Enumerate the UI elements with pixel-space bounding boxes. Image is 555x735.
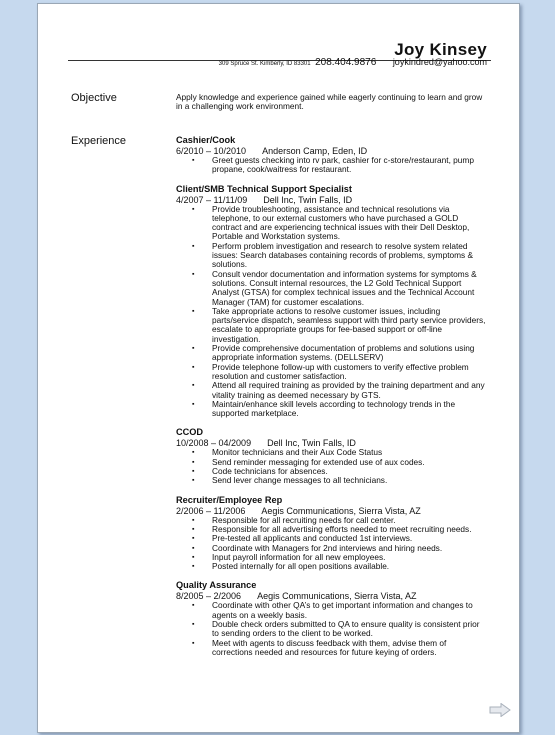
bullet-item: ▪ Perform problem investigation and research to resolve system related issues: Search databases containing records of problems, symptoms & solutions. (212, 242, 488, 270)
bullet-item: ▪ Provide telephone follow-up with customers to verify effective problem resolution and customer satisfaction. (212, 363, 488, 382)
bullet-item: ▪ Responsible for all advertising efforts needed to meet recruiting needs. (212, 525, 488, 534)
job-title: Cashier/Cook (176, 135, 236, 145)
bullet-item: ▪ Provide troubleshooting, assistance and technical resolutions via telephone, to our external customers who have purchased a GOLD contract and are experiencing technical issues with their Dell Desktop, Portable and Workstation systems. (212, 205, 488, 242)
bullet-item: ▪ Input payroll information for all new employees. (212, 553, 488, 562)
job-entry (176, 580, 488, 657)
job-place: Aegis Communications, Sierra Vista, AZ (261, 505, 421, 516)
job-bullets (176, 448, 488, 485)
job-title: Recruiter/Employee Rep (176, 494, 283, 505)
job-title: Client/SMB Technical Support Specialist (176, 183, 352, 194)
job-dates: 8/2005 – 2/2006 (176, 591, 242, 602)
bullet-item: ▪ Coordinate with other QA’s to get important information and changes to agents on a weekly basis. (212, 601, 488, 620)
bullet-item: ▪ Consult vendor documentation and information systems for symptoms & solutions. Consult internal resources, the L2 Gold Technical Support Analyst (GTSA) for complex technical issues and the Technical Account Manager (TAM) for customer escalations. (212, 270, 488, 307)
arrow-right-icon[interactable] (489, 703, 511, 717)
objective-heading: Objective (71, 92, 117, 104)
bullet-item: ▪ Code technicians for absences. (212, 467, 488, 476)
job-entry (176, 135, 488, 175)
experience-list (176, 135, 488, 666)
job-dates: 6/2010 – 10/2010 (176, 146, 247, 156)
job-dates: 10/2008 – 04/2009 (176, 438, 252, 449)
bullet-item: ▪ Provide comprehensive documentation of problems and solutions using appropriate information systems. (DELLSERV) (212, 344, 488, 363)
bullet-item: ▪ Double check orders submitted to QA to ensure quality is consistent prior to sending orders to the client to be worked. (212, 620, 488, 639)
bullet-item: ▪ Pre-tested all applicants and conducted 1st interviews. (212, 534, 488, 543)
job-title: CCOD (176, 427, 204, 438)
job-dates: 2/2006 – 11/2006 (176, 505, 246, 516)
objective-text: Apply knowledge and experience gained while eagerly continuing to learn and grow in a challenging work environment. (176, 92, 483, 112)
job-bullets (176, 205, 488, 419)
contact-phone: 208.404.9876 (315, 57, 377, 68)
bullet-item: ▪ Greet guests checking into rv park, cashier for c-store/restaurant, pump propane, cook/waitress for restaurant. (212, 156, 488, 175)
experience-heading: Experience (71, 135, 127, 147)
bullet-item: ▪ Posted internally for all open positions available. (212, 562, 488, 571)
bullet-item: ▪ Send lever change messages to all technicians. (212, 476, 488, 485)
job-entry (176, 427, 488, 485)
job-bullets (176, 156, 488, 175)
job-place: Dell Inc, Twin Falls, ID (263, 194, 353, 205)
bullet-item: ▪ Maintain/enhance skill levels according to technology trends in the supported marketplace. (212, 400, 488, 419)
job-title: Quality Assurance (176, 580, 257, 591)
job-dates: 4/2007 – 11/11/09 (176, 194, 248, 205)
bullet-item: ▪ Monitor technicians and their Aux Code Status (212, 448, 488, 457)
job-place: Aegis Communications, Sierra Vista, AZ (257, 591, 417, 602)
bullet-item: ▪ Take appropriate actions to resolve customer issues, including parts/service dispatch, seamless support with third party service providers, escalate to appropriate groups for fee-based support or off-line investigation. (212, 307, 488, 344)
bullet-item: ▪ Meet with agents to discuss feedback with them, advise them of corrections needed and resources for future keying of orders. (212, 639, 488, 658)
contact-email: joykindred@yahoo.com (392, 57, 487, 67)
resume-page (37, 3, 520, 733)
job-entry (176, 184, 488, 419)
bullet-item: ▪ Coordinate with Managers for 2nd interviews and hiring needs. (212, 544, 488, 553)
bullet-item: ▪ Responsible for all recruiting needs for call center. (212, 516, 488, 525)
job-entry (176, 495, 488, 572)
resume-name: Joy Kinsey (394, 40, 487, 59)
contact-address: 309 Spruce St. Kimberly, ID 83301 (218, 61, 311, 67)
contact-line (219, 57, 487, 68)
job-place: Anderson Camp, Eden, ID (262, 146, 368, 156)
job-place: Dell Inc, Twin Falls, ID (267, 438, 356, 449)
job-bullets (176, 516, 488, 572)
bullet-item: ▪ Attend all required training as provided by the training department and any vitality training as deemed necessary by GTS. (212, 381, 488, 400)
job-bullets (176, 601, 488, 657)
bullet-item: ▪ Send reminder messaging for extended use of aux codes. (212, 458, 488, 467)
